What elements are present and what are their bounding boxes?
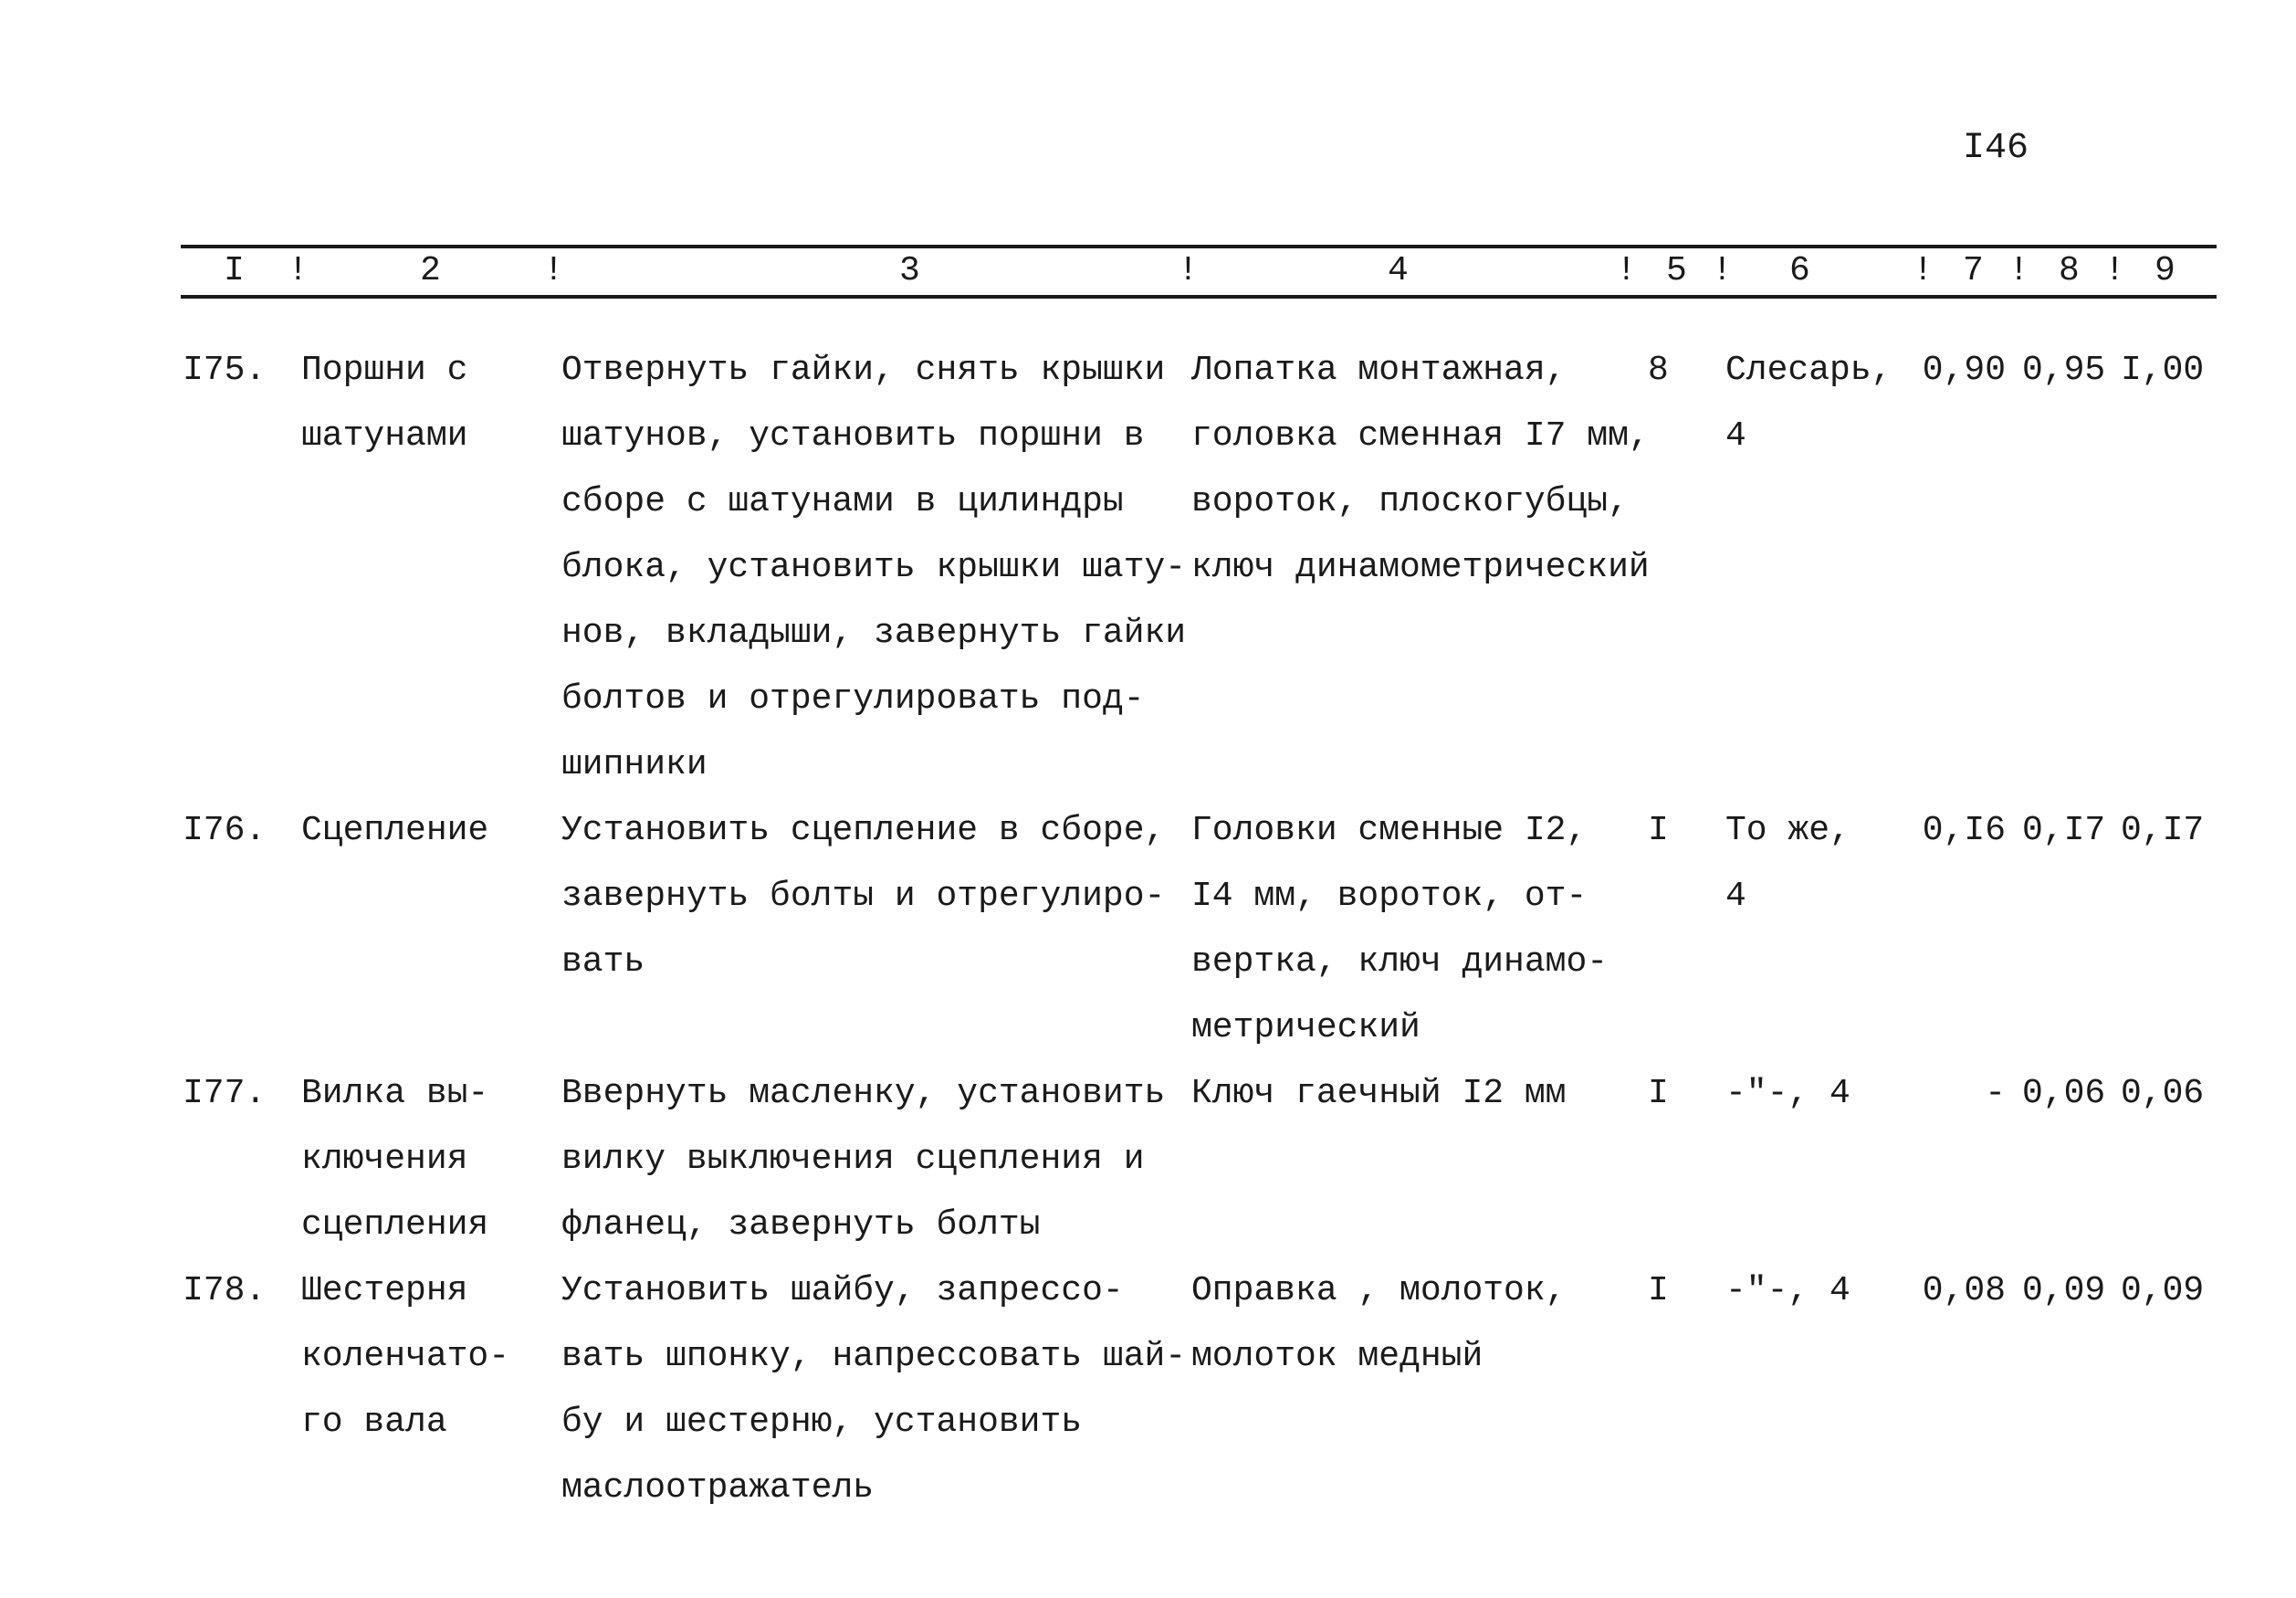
time-col-9: I,00 <box>2121 351 2205 390</box>
worker: То же, 4 <box>1725 811 1850 916</box>
time-col-8: 0,09 <box>2022 1271 2106 1310</box>
worker: Слесарь, 4 <box>1725 351 1892 456</box>
header-bottom-rule <box>181 295 2217 299</box>
time-col-7: - <box>1985 1074 2006 1113</box>
header-separator: ! <box>1616 251 1637 290</box>
row-number: I77. <box>183 1074 267 1113</box>
quantity: I <box>1648 1074 1669 1113</box>
header-col-1: I <box>224 251 245 290</box>
time-col-7: 0,I6 <box>1922 811 2006 850</box>
header-separator: ! <box>1178 251 1199 290</box>
tools-text: Лопатка монтажная, головка сменная I7 мм, вороток, плоскогубцы, ключ динамометрический <box>1191 351 1650 587</box>
time-col-8: 0,06 <box>2022 1074 2106 1113</box>
tools-text: Ключ гаечный I2 мм <box>1191 1074 1567 1113</box>
worker: -"-, 4 <box>1725 1074 1850 1113</box>
worker: -"-, 4 <box>1725 1271 1850 1310</box>
header-col-4: 4 <box>1388 251 1409 290</box>
header-separator: ! <box>543 251 564 290</box>
part-name: Шестерня коленчато- го вала <box>301 1271 510 1442</box>
header-col-2: 2 <box>420 251 441 290</box>
row-number: I75. <box>183 351 267 390</box>
time-col-9: 0,I7 <box>2121 811 2205 850</box>
time-col-9: 0,09 <box>2121 1271 2205 1310</box>
part-name: Сцепление <box>301 811 489 850</box>
quantity: I <box>1648 1271 1669 1310</box>
table-top-rule <box>181 245 2217 248</box>
part-name: Поршни с шатунами <box>301 351 468 456</box>
operation-text: Установить сцепление в сборе, завернуть болты и отрегулиро- вать <box>561 811 1166 982</box>
header-col-7: 7 <box>1963 251 1984 290</box>
quantity: 8 <box>1648 351 1669 390</box>
header-col-8: 8 <box>2059 251 2080 290</box>
time-col-9: 0,06 <box>2121 1074 2205 1113</box>
tools-text: Головки сменные I2, I4 мм, вороток, от- вертка, ключ динамо- метрический <box>1191 811 1609 1047</box>
header-separator: ! <box>2104 251 2125 290</box>
quantity: I <box>1648 811 1669 850</box>
part-name: Вилка вы- ключения сцепления <box>301 1074 489 1245</box>
tools-text: Оправка , молоток, молоток медный <box>1191 1271 1567 1376</box>
operation-text: Отвернуть гайки, снять крышки шатунов, установить поршни в сборе с шатунами в цилиндры блока, установить крышки шату- нов, вкладыши, завернуть гайки болтов и отрегулировать под- шипники <box>561 351 1187 784</box>
header-col-3: 3 <box>899 251 920 290</box>
operation-text: Установить шайбу, запрессо- вать шпонку, напрессовать шай- бу и шестерню, установить маслоотражатель <box>561 1271 1187 1508</box>
header-separator: ! <box>1712 251 1733 290</box>
header-col-9: 9 <box>2154 251 2175 290</box>
time-col-7: 0,90 <box>1922 351 2006 390</box>
row-number: I76. <box>183 811 267 850</box>
page-number: I46 <box>1963 128 2029 169</box>
header-separator: ! <box>1913 251 1934 290</box>
time-col-7: 0,08 <box>1922 1271 2006 1310</box>
header-separator: ! <box>2008 251 2029 290</box>
row-number: I78. <box>183 1271 267 1310</box>
time-col-8: 0,95 <box>2022 351 2106 390</box>
time-col-8: 0,I7 <box>2022 811 2106 850</box>
header-col-5: 5 <box>1666 251 1687 290</box>
header-col-6: 6 <box>1789 251 1810 290</box>
header-separator: ! <box>288 251 309 290</box>
operation-text: Ввернуть масленку, установить вилку выключения сцепления и фланец, завернуть болты <box>561 1074 1166 1245</box>
